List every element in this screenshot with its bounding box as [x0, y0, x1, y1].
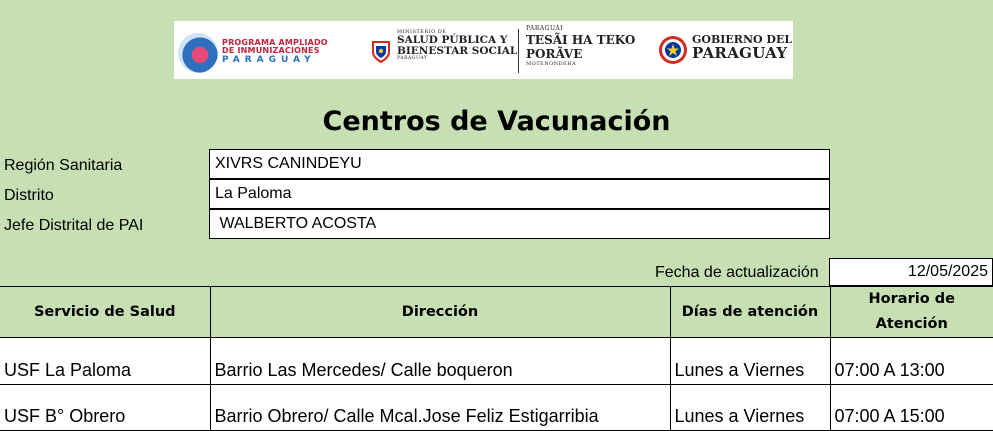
update-date-cell[interactable] — [829, 258, 993, 286]
pai-line2: DE INMUNIZACIONES — [222, 46, 320, 56]
update-date: 12/05/2025 — [907, 263, 988, 280]
ministerio-small: MINISTERIO DE — [397, 29, 447, 35]
cell-horario[interactable]: 07:00 A 15:00 — [830, 385, 993, 431]
ministerio-line1: SALUD PÚBLICA Y — [397, 34, 508, 47]
jefe-label: Jefe Distrital de PAI — [4, 217, 144, 234]
cell-direccion[interactable]: Barrio Obrero/ Calle Mcal.Jose Feliz Estigarribia — [210, 385, 670, 431]
update-label: Fecha de actualización — [655, 264, 819, 281]
pai-logo-text — [222, 39, 328, 65]
jefe-value: WALBERTO ACOSTA — [215, 215, 377, 232]
distrito-value-cell[interactable] — [209, 179, 830, 209]
tesai-tiny: MOTENONDEHA — [526, 61, 577, 67]
region-value-cell[interactable] — [209, 149, 830, 179]
distrito-value: La Paloma — [215, 185, 292, 202]
cell-horario[interactable]: 07:00 A 13:00 — [830, 338, 993, 385]
tesai-line1: TESÃI HA TEKO — [526, 33, 636, 47]
cell-servicio[interactable]: USF B° Obrero — [0, 385, 210, 431]
ministerio-logo — [362, 21, 518, 79]
tesai-logo — [526, 26, 636, 78]
ministerio-country: PARAGUAY — [397, 56, 428, 62]
pai-line3: PARAGUAY — [222, 54, 316, 65]
header-dias: Días de atención — [670, 287, 830, 338]
paraguay-seal-icon — [658, 35, 688, 65]
header-servicio: Servicio de Salud — [0, 287, 210, 338]
region-label: Región Sanitaria — [4, 157, 123, 174]
tesai-line2: PORÃVE — [526, 47, 583, 61]
logo-divider — [518, 29, 519, 73]
gobierno-text — [692, 34, 792, 61]
ministerio-text — [397, 30, 517, 62]
page-title: Centros de Vacunación — [322, 106, 671, 137]
services-table — [0, 286, 993, 431]
paraguay-shield-icon — [370, 39, 392, 65]
distrito-label: Distrito — [4, 187, 54, 204]
gobierno-logo — [650, 21, 793, 79]
table-row — [0, 338, 993, 385]
cell-servicio[interactable]: USF La Paloma — [0, 338, 210, 385]
gobierno-line1: GOBIERNO DEL — [692, 33, 793, 46]
table-row — [0, 385, 993, 431]
header-horario — [830, 287, 993, 338]
pai-logo — [174, 21, 344, 79]
header-direccion: Dirección — [210, 287, 670, 338]
header-horario-line1: Horario de — [868, 291, 955, 307]
logo-banner — [174, 21, 793, 79]
tesai-small: PARAGUÁI — [526, 25, 564, 32]
jefe-value-cell[interactable] — [209, 209, 830, 239]
pai-emblem-icon — [178, 33, 218, 73]
cell-direccion[interactable]: Barrio Las Mercedes/ Calle boqueron — [210, 338, 670, 385]
cell-dias[interactable]: Lunes a Viernes — [670, 385, 830, 431]
region-value: XIVRS CANINDEYU — [215, 155, 362, 172]
gobierno-line2: PARAGUAY — [692, 43, 788, 62]
table-header-row — [0, 287, 993, 338]
pai-line1: PROGRAMA AMPLIADO — [222, 38, 328, 47]
cell-dias[interactable]: Lunes a Viernes — [670, 338, 830, 385]
header-horario-line2: Atención — [875, 316, 948, 332]
ministerio-line2: BIENESTAR SOCIAL — [397, 45, 518, 58]
